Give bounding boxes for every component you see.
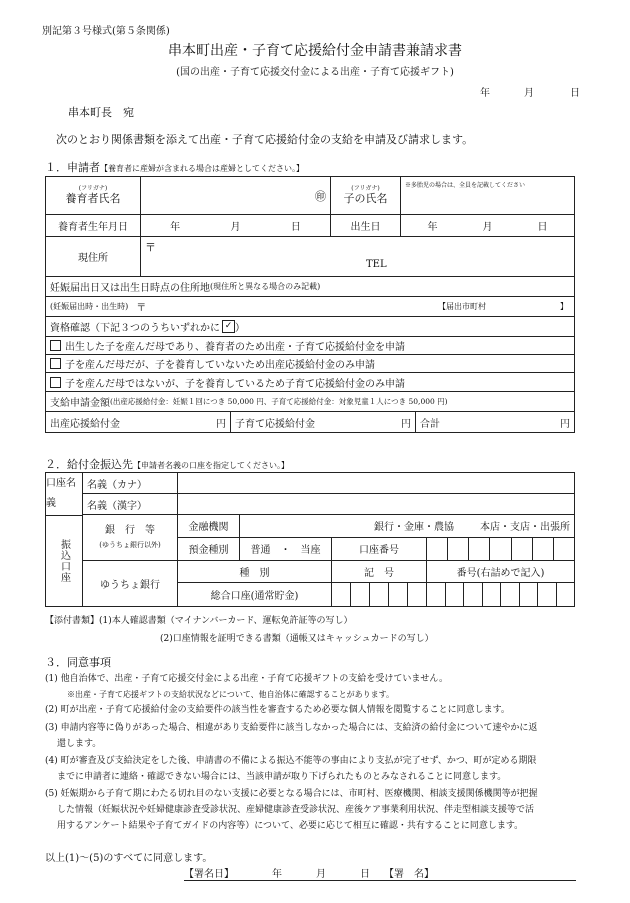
checkbox-icon[interactable] — [50, 358, 61, 369]
prev-address-field-row — [46, 297, 574, 317]
consent-1: (1) 他自治体で、出産・子育て応援交付金による出産・子育て応援ギフトの支給を受けていません。 — [45, 674, 448, 684]
yucho-block — [83, 561, 574, 606]
section1-title: １．申請者 — [45, 161, 100, 174]
bank-table — [45, 472, 575, 607]
option1-row — [46, 337, 574, 355]
multi-birth-note: ※多胎児の場合は、全員を記載してください — [405, 182, 526, 189]
signature-line[interactable] — [184, 864, 576, 881]
address-label: 現住所 — [46, 237, 141, 276]
acct-holder-label: 口座名義 — [46, 473, 82, 516]
kanji-row — [83, 494, 574, 515]
sign-date-label: 【署名日】 — [184, 869, 234, 880]
sign-month: 月 — [316, 869, 326, 880]
intro-text: 次のとおり関係書類を添えて出産・子育て応援給付金の支給を申請及び請求します。 — [56, 133, 474, 146]
form-title: 串本町出産・子育て応援給付金申請書兼請求書 — [168, 43, 462, 59]
consent-5: (5) 妊娠期から子育て期にわたる切れ目のない支援に必要となる場合には、市町村、医療機関、相談支援関係機関等が把握 — [45, 789, 538, 799]
dep-type-field[interactable]: 普通 ・ 当座 — [240, 538, 332, 560]
applicant-table — [45, 176, 575, 433]
bank-label: 銀 行 等 (ゆうちょ銀行以外) — [83, 515, 178, 560]
date-year: 年 — [480, 88, 490, 99]
consent-4-cont: までに申請者に連絡・確認できない場合には、当該申請が取り下げられたものとみなされることに同意します。 — [57, 772, 507, 782]
consent-5-cont2: 用するアンケート結果や子育てガイドの内容等）について、必要に応じて相互に確認・共有することに同意します。 — [57, 821, 524, 831]
kanji-field[interactable] — [178, 494, 574, 514]
section3-title: ３．同意事項 — [45, 656, 111, 669]
dob-row — [46, 215, 574, 237]
yucho-label: ゆうちょ銀行 — [83, 561, 178, 606]
attach-item1: (1)本人確認書類（マイナンバーカード、運転免許証等の写し） — [99, 616, 353, 626]
kanji-label: 名義（漢字） — [83, 494, 178, 514]
tel-label: TEL — [366, 259, 387, 270]
consent-1-note: ※出産・子育て応援ギフトの支給状況などについて、他自治体に確認することがあります。 — [67, 690, 395, 699]
option2[interactable]: 子を産んだ母だが、子を養育していないため出産応援給付金のみ申請 — [46, 355, 574, 372]
child-benefit-field[interactable]: 子育て応援給付金 円 — [231, 412, 416, 432]
right-col — [83, 473, 574, 606]
dep-type-label: 預金種別 — [178, 538, 240, 560]
symbol-boxes[interactable] — [332, 583, 427, 606]
parent-name-field[interactable] — [141, 177, 331, 214]
section2-title: ２．給付金振込先 — [45, 458, 133, 471]
name-row — [46, 177, 574, 215]
option1[interactable]: 出生した子を産んだ母であり、養育者のため出産・子育て応援給付金を申請 — [46, 337, 574, 354]
section2-heading — [45, 456, 289, 472]
consent-4: (4) 町が審査及び支給決定をした後、申請書の不備による振込不能等の事由により支払が完了せず、かつ、町が定める期限 — [45, 756, 537, 766]
consent-3: (3) 申請内容等に偽りがあった場合、相違があり支給要件に該当しなかった場合には、支給済の給付金について速やかに返 — [45, 723, 538, 733]
fin-inst-label: 金融機関 — [178, 515, 240, 537]
checkbox-icon[interactable] — [50, 340, 61, 351]
sign-year: 年 — [272, 869, 282, 880]
parent-dob-field[interactable]: 年 月 日 — [141, 215, 331, 236]
consent-5-cont1: した情報（妊娠状況や妊婦健康診査受診状況、産婦健康診査受診状況、産後ケア事業利用状況、伴走型相談支援等で活 — [57, 805, 535, 815]
fin-inst-field[interactable]: 銀行・金庫・農協 本店・支店・出張所 — [374, 522, 570, 534]
birth-benefit-field[interactable]: 出産応援給付金 円 — [46, 412, 231, 432]
acct-no-boxes[interactable] — [427, 538, 574, 560]
total-field[interactable]: 合計 円 — [420, 418, 570, 430]
amount-label: 支給申請金額 (出産応援給付金：妊娠１回につき 50,000 円、子育て応援給付金：対象児童１人につき 50,000 円) — [50, 397, 448, 409]
kind-label: 種 別 — [178, 561, 332, 582]
child-dob-field[interactable]: 年 月 日 — [427, 222, 548, 233]
prev-postal-mark: 〒 — [136, 303, 147, 314]
prev-address-row — [46, 277, 574, 297]
left-label-col — [46, 473, 83, 606]
number-label: 番号(右詰めで記入) — [456, 568, 545, 579]
transfer-label: 振込口座 — [58, 539, 70, 583]
kana-label: 名義（カナ） — [83, 473, 178, 493]
kana-row — [83, 473, 574, 494]
eligibility-label: 資格確認（下記３つのうちいずれかに ✓ ） — [50, 321, 245, 334]
check-icon: ✓ — [222, 320, 235, 333]
parent-name-label: (フリガナ) 養育者氏名 — [46, 177, 141, 214]
postal-mark: 〒 — [145, 241, 156, 254]
number-boxes[interactable] — [427, 583, 574, 606]
eligibility-row — [46, 317, 574, 337]
prev-address-field[interactable]: (妊娠届出時・出生時) 〒 【届出市町村 】 — [46, 297, 574, 316]
consent-2: (2) 町が出産・子育て応援給付金の支給要件の該当性を審査するため必要な個人情報を閲覧することに同意します。 — [45, 705, 510, 715]
benefit-row — [46, 412, 574, 432]
form-number: 別記第３号様式(第５条関係) — [42, 26, 170, 37]
attach-label: 【添付書類】 — [45, 616, 100, 626]
prev-address-label: 妊娠届出日又は出生日時点の住所地 (現住所と異なる場合のみ記載) — [50, 282, 321, 294]
consent-3-cont: 還します。 — [57, 739, 102, 749]
section1-note: 【養育者に産婦が含まれる場合は産婦としてください。】 — [100, 164, 304, 173]
child-dob-label: 出生日 — [331, 215, 401, 236]
attach-line1 — [45, 613, 353, 626]
seal-mark: ㊞ — [315, 189, 326, 203]
amount-row — [46, 392, 574, 412]
date-day: 日 — [570, 88, 580, 99]
option2-row — [46, 355, 574, 373]
address-row — [46, 237, 574, 277]
symbol-label: 記 号 — [332, 561, 427, 582]
addressee: 串本町長 宛 — [68, 106, 134, 119]
kana-field[interactable] — [178, 473, 574, 493]
general-acct: 総合口座(通常貯金) — [178, 583, 332, 606]
sign-day: 日 — [360, 869, 370, 880]
child-name-field[interactable] — [401, 177, 574, 214]
section2-note: 【申請者名義の口座を指定してください。】 — [133, 461, 289, 470]
checkbox-icon[interactable] — [50, 377, 61, 388]
signature-label: 【署 名】 — [384, 869, 434, 880]
parent-dob-label: 養育者生年月日 — [46, 215, 141, 236]
attach-item2: (2)口座情報を証明できる書類（通帳又はキャッシュカードの写し） — [160, 634, 434, 644]
section1-heading — [45, 159, 304, 175]
child-name-label: (フリガナ) 子の氏名 — [331, 177, 401, 214]
option3-row — [46, 373, 574, 392]
option3[interactable]: 子を産んだ母ではないが、子を養育しているため子育て応援給付金のみ申請 — [46, 373, 574, 391]
bank-block — [83, 515, 574, 561]
form-subtitle: (国の出産・子育て応援交付金による出産・子育て応援ギフト) — [176, 67, 454, 78]
date-month: 月 — [524, 88, 534, 99]
agree-text: 以上(1)～(5)のすべてに同意します。 — [45, 853, 213, 864]
address-field[interactable] — [141, 237, 574, 276]
acct-no-label: 口座番号 — [332, 538, 427, 560]
prev-city-label: 【届出市町村 — [438, 302, 486, 311]
